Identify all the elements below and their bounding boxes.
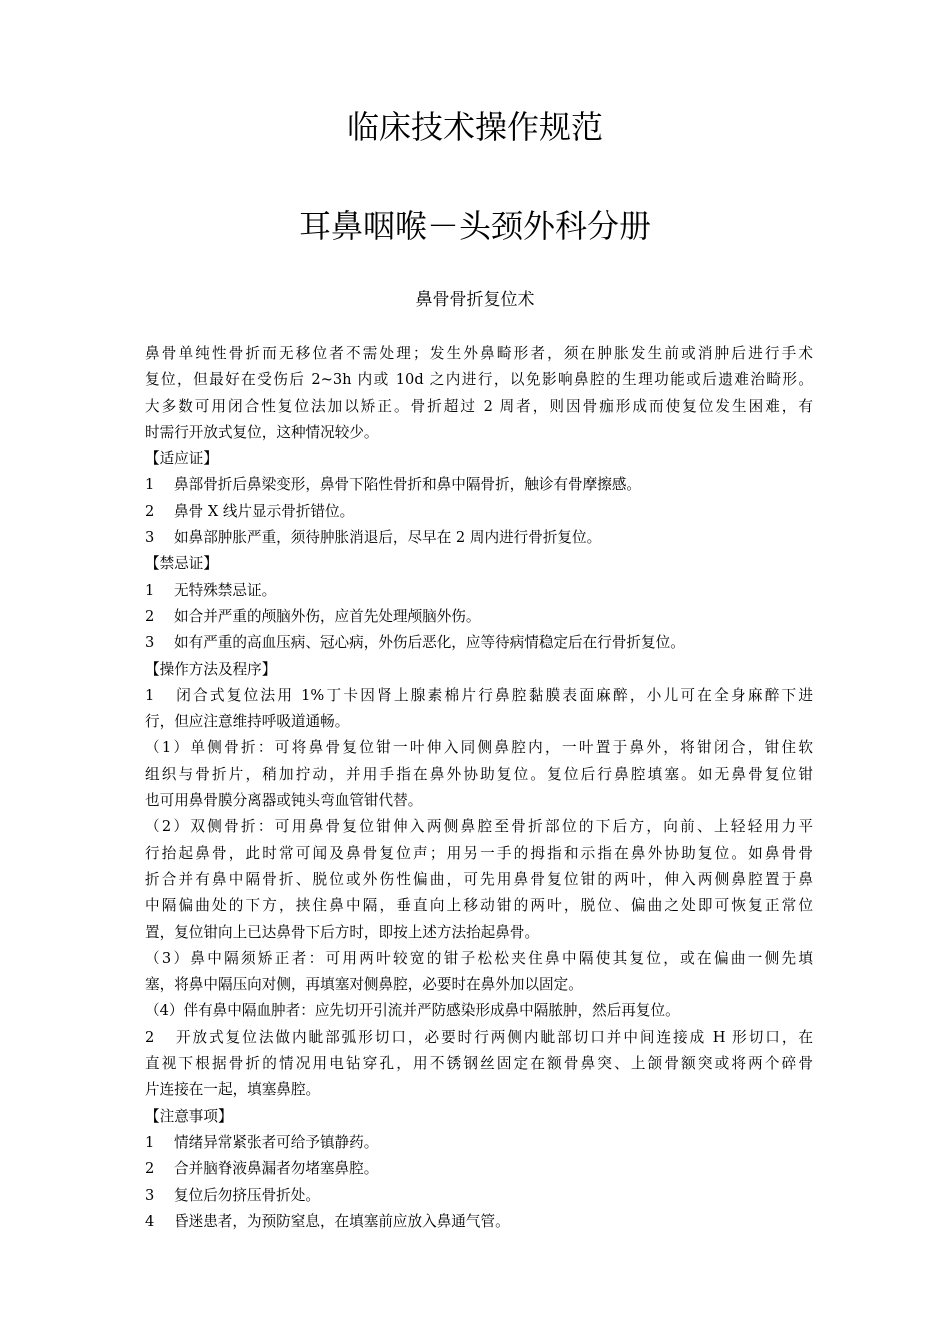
item-text: 如有严重的高血压病、冠心病，外伤后恶化，应等待病情稳定后在行骨折复位。 <box>174 634 685 652</box>
item-text: 鼻部骨折后鼻梁变形，鼻骨下陷性骨折和鼻中隔骨折，触诊有骨摩擦感。 <box>174 476 642 494</box>
procedure-substep-line: 行抬起鼻骨，此时常可闻及鼻骨复位声；用另一手的拇指和示指在鼻外协助复位。如鼻骨骨 <box>145 844 813 862</box>
procedure-substep-line: （1）单侧骨折：可将鼻骨复位钳一叶伸入同侧鼻腔内，一叶置于鼻外，将钳闭合，钳住软 <box>145 739 813 757</box>
procedure-substep-line: （3）鼻中隔须矫正者：可用两叶较宽的钳子松松夹住鼻中隔使其复位，或在偏曲一侧先填 <box>145 949 813 967</box>
list-item <box>145 499 813 525</box>
procedure-substep-line: （4）伴有鼻中隔血肿者：应先切开引流并严防感染形成鼻中隔脓肿，然后再复位。 <box>145 1002 680 1020</box>
list-item <box>145 604 813 630</box>
item-number: 1 <box>145 686 155 704</box>
procedure-step <box>145 1025 813 1051</box>
item-text: 如鼻部肿胀严重，须待肿胀消退后，尽早在 2 周内进行骨折复位。 <box>174 529 602 547</box>
intro-line: 大多数可用闭合性复位法加以矫正。骨折超过 2 周者，则因骨痂形成而使复位发生困难，有 <box>145 397 813 415</box>
item-number: 3 <box>145 529 155 547</box>
item-text: 复位后勿挤压骨折处。 <box>174 1186 320 1204</box>
item-text: 昏迷患者，为预防窒息，在填塞前应放入鼻通气管。 <box>174 1212 510 1230</box>
item-number: 3 <box>145 1186 155 1204</box>
intro-line: 时需行开放式复位，这种情况较少。 <box>145 423 379 441</box>
document-subtitle: 耳鼻咽喉－头颈外科分册 <box>298 207 651 245</box>
item-number: 2 <box>145 1028 155 1046</box>
item-number: 1 <box>145 581 155 599</box>
list-item <box>145 1183 813 1209</box>
procedure-step-continuation: 直视下根据骨折的情况用电钻穿孔，用不锈钢丝固定在额骨鼻突、上颌骨额突或将两个碎骨 <box>145 1055 813 1073</box>
procedure-substep-line: （2）双侧骨折：可用鼻骨复位钳伸入两侧鼻腔至骨折部位的下后方，向前、上轻轻用力平 <box>145 818 813 836</box>
procedure-heading: 【操作方法及程序】 <box>145 660 277 678</box>
contraindications-heading: 【禁忌证】 <box>145 555 218 573</box>
item-text: 鼻骨 X 线片显示骨折错位。 <box>174 502 355 520</box>
step-text: 开放式复位法做内眦部弧形切口，必要时行两侧内眦部切口并中间连接成 H 形切口，在 <box>174 1028 813 1046</box>
item-number: 2 <box>145 1160 155 1178</box>
step-text: 闭合式复位法用 1%丁卡因肾上腺素棉片行鼻腔黏膜表面麻醉，小儿可在全身麻醉下进 <box>174 686 813 704</box>
procedure-step-continuation: 行，但应注意维持呼吸道通畅。 <box>145 713 350 731</box>
item-number: 2 <box>145 502 155 520</box>
list-item <box>145 1209 813 1235</box>
indications-heading: 【适应证】 <box>145 450 218 468</box>
item-number: 1 <box>145 476 155 494</box>
item-text: 情绪异常紧张者可给予镇静药。 <box>174 1133 379 1151</box>
item-number: 4 <box>145 1212 155 1230</box>
list-item <box>145 1130 813 1156</box>
procedure-step <box>145 683 813 709</box>
procedure-substep-line: 折合并有鼻中隔骨折、脱位或外伤性偏曲，可先用鼻骨复位钳的两叶，伸入两侧鼻腔置于鼻 <box>145 870 813 888</box>
list-item <box>145 578 813 604</box>
procedure-substep-line: 也可用鼻骨膜分离器或钝头弯血管钳代替。 <box>145 792 423 810</box>
intro-line: 鼻骨单纯性骨折而无移位者不需处理；发生外鼻畸形者，须在肿胀发生前或消肿后进行手术 <box>145 345 813 362</box>
item-text: 无特殊禁忌证。 <box>174 581 277 599</box>
item-number: 1 <box>145 1133 155 1151</box>
item-number: 2 <box>145 607 155 625</box>
procedure-substep-line: 置，复位钳向上已达鼻骨下后方时，即按上述方法抬起鼻骨。 <box>145 923 540 941</box>
procedure-substep-line: 塞，将鼻中隔压向对侧，再填塞对侧鼻腔，必要时在鼻外加以固定。 <box>145 976 583 994</box>
item-text: 如合并严重的颅脑外伤，应首先处理颅脑外伤。 <box>174 607 481 625</box>
item-number: 3 <box>145 634 155 652</box>
list-item <box>145 630 813 656</box>
document-body <box>145 341 813 1235</box>
section-title: 鼻骨骨折复位术 <box>415 290 535 310</box>
procedure-step-continuation: 片连接在一起，填塞鼻腔。 <box>145 1081 321 1099</box>
notes-heading: 【注意事项】 <box>145 1107 233 1125</box>
list-item <box>145 525 813 551</box>
procedure-substep-line: 组织与骨折片，稍加拧动，并用手指在鼻外协助复位。复位后行鼻腔填塞。如无鼻骨复位钳 <box>145 765 813 783</box>
item-text: 合并脑脊液鼻漏者勿堵塞鼻腔。 <box>174 1160 379 1178</box>
procedure-substep-line: 中隔偏曲处的下方，挟住鼻中隔，垂直向上移动钳的两叶，脱位、偏曲之处即可恢复正常位 <box>145 897 813 915</box>
document-title: 临床技术操作规范 <box>346 108 603 146</box>
list-item <box>145 1156 813 1182</box>
intro-line: 复位，但最好在受伤后 2~3h 内或 10d 之内进行，以免影响鼻腔的生理功能或后遗难治畸形。 <box>145 371 813 389</box>
list-item <box>145 472 813 498</box>
